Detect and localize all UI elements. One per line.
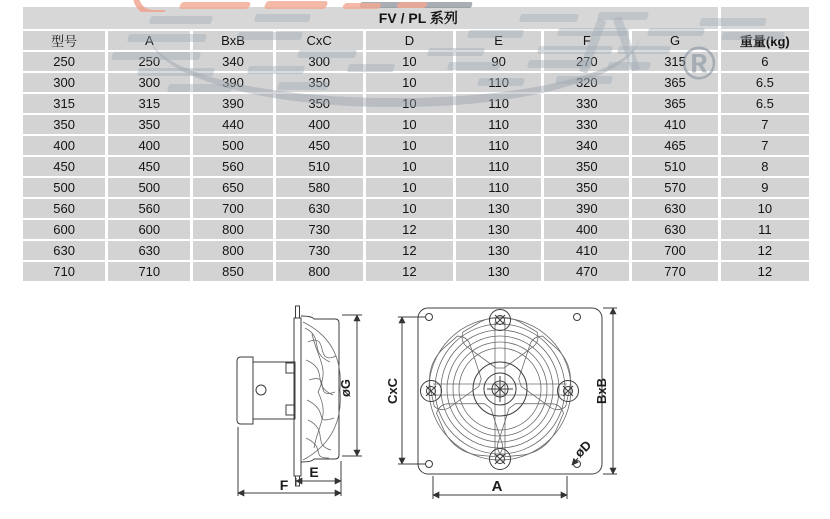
dim-label-g: øG (338, 378, 353, 398)
spec-cell: 580 (276, 178, 363, 197)
spec-cell: 410 (632, 115, 717, 134)
spec-cell: 770 (632, 262, 717, 281)
spec-cell: 710 (108, 262, 190, 281)
spec-cell: 6.5 (721, 73, 809, 92)
spec-cell: 470 (544, 262, 629, 281)
spec-cell: 10 (366, 178, 453, 197)
table-row (23, 220, 809, 239)
spec-cell: 400 (276, 115, 363, 134)
table-row (23, 52, 809, 71)
table-row (23, 241, 809, 260)
dim-label-a: A (491, 478, 503, 495)
spec-cell: 110 (456, 136, 541, 155)
spec-cell: 10 (366, 199, 453, 218)
column-header: D (366, 31, 453, 50)
spec-cell: 630 (108, 241, 190, 260)
spec-cell: 730 (276, 241, 363, 260)
table-row (23, 199, 809, 218)
spec-cell: 110 (456, 73, 541, 92)
spec-cell: 7 (721, 115, 809, 134)
spec-cell: 6 (721, 52, 809, 71)
spec-cell: 730 (276, 220, 363, 239)
spec-cell: 400 (23, 136, 105, 155)
corner-hole (574, 314, 581, 321)
spec-cell: 410 (544, 241, 629, 260)
table-row (23, 136, 809, 155)
series-title: FV / PL 系列 (23, 7, 718, 29)
spec-cell: 510 (276, 157, 363, 176)
column-header: 型号 (23, 31, 105, 50)
spec-cell: 12 (721, 241, 809, 260)
spec-cell: 10 (366, 52, 453, 71)
spec-cell: 330 (544, 115, 629, 134)
column-header: G (632, 31, 717, 50)
spec-cell: 12 (721, 262, 809, 281)
title-row-spacer (721, 7, 809, 29)
spec-cell: 600 (108, 220, 190, 239)
spec-cell: 340 (193, 52, 272, 71)
spec-cell: 500 (108, 178, 190, 197)
hub-block (286, 363, 294, 373)
spec-cell: 350 (276, 94, 363, 113)
spec-cell: 800 (193, 241, 272, 260)
spec-cell: 650 (193, 178, 272, 197)
plate-top-tab (296, 306, 300, 318)
spec-cell: 90 (456, 52, 541, 71)
spec-cell: 630 (23, 241, 105, 260)
spec-cell: 560 (23, 199, 105, 218)
spec-cell: 315 (632, 52, 717, 71)
spec-cell: 300 (276, 52, 363, 71)
spec-cell: 390 (193, 94, 272, 113)
column-header: BxB (193, 31, 272, 50)
venturi-housing (301, 316, 339, 462)
spec-cell: 710 (23, 262, 105, 281)
table-row (23, 178, 809, 197)
spec-cell: 130 (456, 199, 541, 218)
spec-cell: 10 (721, 199, 809, 218)
hub-block (286, 405, 294, 415)
spec-cell: 130 (456, 241, 541, 260)
spec-cell: 12 (366, 241, 453, 260)
spec-cell: 12 (366, 262, 453, 281)
spec-cell: 10 (366, 73, 453, 92)
spec-cell: 270 (544, 52, 629, 71)
spec-cell: 250 (108, 52, 190, 71)
spec-cell: 400 (108, 136, 190, 155)
spec-cell: 800 (193, 220, 272, 239)
spec-cell: 130 (456, 220, 541, 239)
motor-cap (237, 357, 253, 424)
spec-cell: 630 (632, 199, 717, 218)
impeller-blades (303, 322, 340, 460)
table-row (23, 157, 809, 176)
spec-cell: 440 (193, 115, 272, 134)
spec-cell: 315 (23, 94, 105, 113)
table-row (23, 73, 809, 92)
spec-cell: 700 (193, 199, 272, 218)
table-row (23, 115, 809, 134)
spec-cell: 12 (366, 220, 453, 239)
spec-cell: 570 (632, 178, 717, 197)
spec-cell: 465 (632, 136, 717, 155)
spec-cell: 10 (366, 136, 453, 155)
spec-cell: 510 (632, 157, 717, 176)
spec-cell: 330 (544, 94, 629, 113)
spec-cell: 11 (721, 220, 809, 239)
dim-label-f: F (279, 477, 289, 493)
table-row (23, 94, 809, 113)
dim-label-d: øD (571, 437, 595, 461)
spec-cell: 450 (276, 136, 363, 155)
dim-label-bxb: BxB (594, 377, 609, 405)
spec-cell: 350 (544, 178, 629, 197)
spec-cell: 350 (544, 157, 629, 176)
spec-cell: 250 (23, 52, 105, 71)
spec-cell: 110 (456, 115, 541, 134)
table-row (23, 262, 809, 281)
spec-cell: 340 (544, 136, 629, 155)
spec-cell: 365 (632, 94, 717, 113)
spec-cell: 365 (632, 73, 717, 92)
column-header: CxC (276, 31, 363, 50)
corner-hole (426, 314, 433, 321)
column-header: 重量(kg) (721, 31, 809, 50)
registered-trademark-icon: ® (682, 37, 716, 89)
spec-cell: 320 (544, 73, 629, 92)
dim-label-e: E (309, 464, 319, 480)
spec-cell: 450 (108, 157, 190, 176)
spec-cell: 110 (456, 178, 541, 197)
column-header: E (456, 31, 541, 50)
spec-cell: 10 (366, 157, 453, 176)
spec-cell: 560 (193, 157, 272, 176)
spec-cell: 300 (23, 73, 105, 92)
column-header: A (108, 31, 190, 50)
front-view-drawing (385, 293, 630, 519)
hub (473, 362, 527, 416)
spec-cell: 700 (632, 241, 717, 260)
spec-cell: 350 (23, 115, 105, 134)
side-view-drawing (205, 293, 370, 505)
spec-cell: 450 (23, 157, 105, 176)
corner-hole (426, 461, 433, 468)
spec-cell: 800 (276, 262, 363, 281)
spec-cell: 10 (366, 94, 453, 113)
spec-cell: 130 (456, 262, 541, 281)
spec-cell: 7 (721, 136, 809, 155)
spec-cell: 10 (366, 115, 453, 134)
motor-body (253, 362, 295, 419)
spec-cell: 8 (721, 157, 809, 176)
spec-cell: 850 (193, 262, 272, 281)
spec-cell: 350 (276, 73, 363, 92)
spec-cell: 630 (632, 220, 717, 239)
spec-cell: 315 (108, 94, 190, 113)
spec-cell: 300 (108, 73, 190, 92)
spec-cell: 110 (456, 157, 541, 176)
spec-cell: 600 (23, 220, 105, 239)
spec-cell: 9 (721, 178, 809, 197)
spec-cell: 630 (276, 199, 363, 218)
spec-cell: 390 (544, 199, 629, 218)
spec-cell: 6.5 (721, 94, 809, 113)
spec-cell: 500 (23, 178, 105, 197)
column-header: F (544, 31, 629, 50)
spec-table (20, 5, 812, 283)
spec-cell: 500 (193, 136, 272, 155)
motor-hole (256, 385, 266, 395)
spec-cell: 110 (456, 94, 541, 113)
spec-cell: 560 (108, 199, 190, 218)
spec-cell: 390 (193, 73, 272, 92)
dim-label-cxc: CxC (385, 377, 400, 405)
spec-cell: 350 (108, 115, 190, 134)
spec-cell: 400 (544, 220, 629, 239)
